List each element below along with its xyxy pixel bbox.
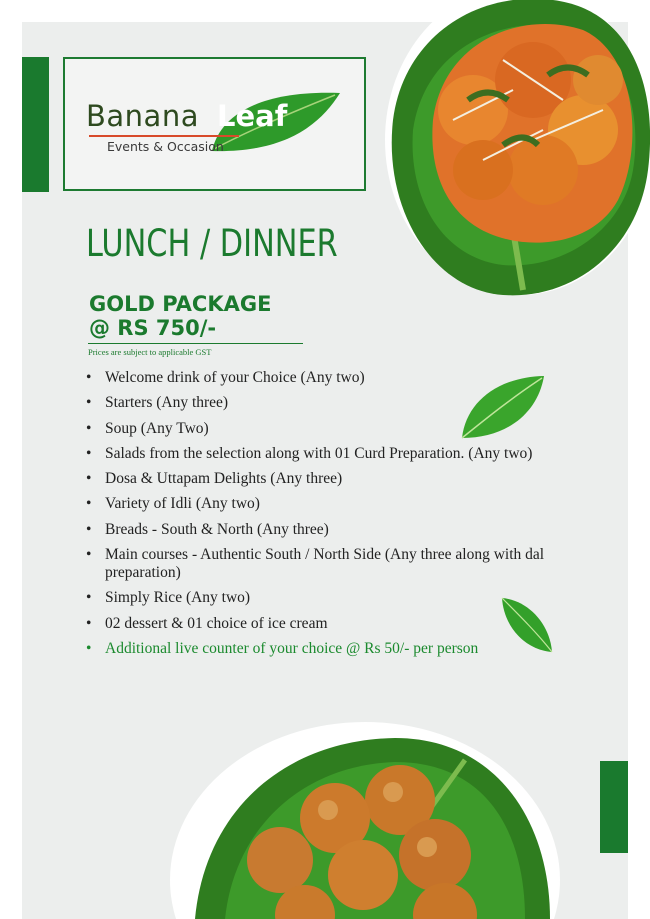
- list-item-live-counter: • Additional live counter of your choice @ Rs 50/- per person: [86, 640, 566, 658]
- leaf-icon: [498, 594, 556, 656]
- decorative-green-bar-left: [22, 57, 49, 192]
- logo-tagline: Events & Occasion: [107, 139, 224, 154]
- list-item: • Salads from the selection along with 01 Curd Preparation. (Any two): [86, 445, 566, 463]
- list-item: • Soup (Any Two): [86, 420, 566, 438]
- list-item: • Variety of Idli (Any two): [86, 495, 566, 513]
- page-title: LUNCH / DINNER: [86, 222, 338, 265]
- list-item: • Breads - South & North (Any three): [86, 521, 566, 539]
- leaf-icon: [458, 372, 548, 444]
- logo-word-leaf: Leaf: [217, 99, 288, 133]
- list-item: • Dosa & Uttapam Delights (Any three): [86, 470, 566, 488]
- list-item: • Welcome drink of your Choice (Any two): [86, 369, 566, 387]
- logo-underline: [89, 135, 239, 137]
- decorative-green-bar-right: [600, 761, 628, 853]
- package-divider: [88, 343, 303, 344]
- list-item: • Simply Rice (Any two): [86, 589, 566, 607]
- bonda-plate-image: [165, 720, 565, 919]
- list-item: • Starters (Any three): [86, 394, 566, 412]
- list-item: • Main courses - Authentic South / North Side (Any three along with dal preparation): [86, 546, 566, 582]
- list-item: • 02 dessert & 01 choice of ice cream: [86, 615, 566, 633]
- package-name: GOLD PACKAGE: [89, 292, 272, 316]
- logo-frame: [63, 57, 366, 191]
- gst-note: Prices are subject to applicable GST: [88, 347, 212, 357]
- package-price: @ RS 750/-: [89, 316, 217, 340]
- logo-word-banana: Banana: [86, 99, 199, 133]
- pakoda-plate-image: [383, 0, 650, 300]
